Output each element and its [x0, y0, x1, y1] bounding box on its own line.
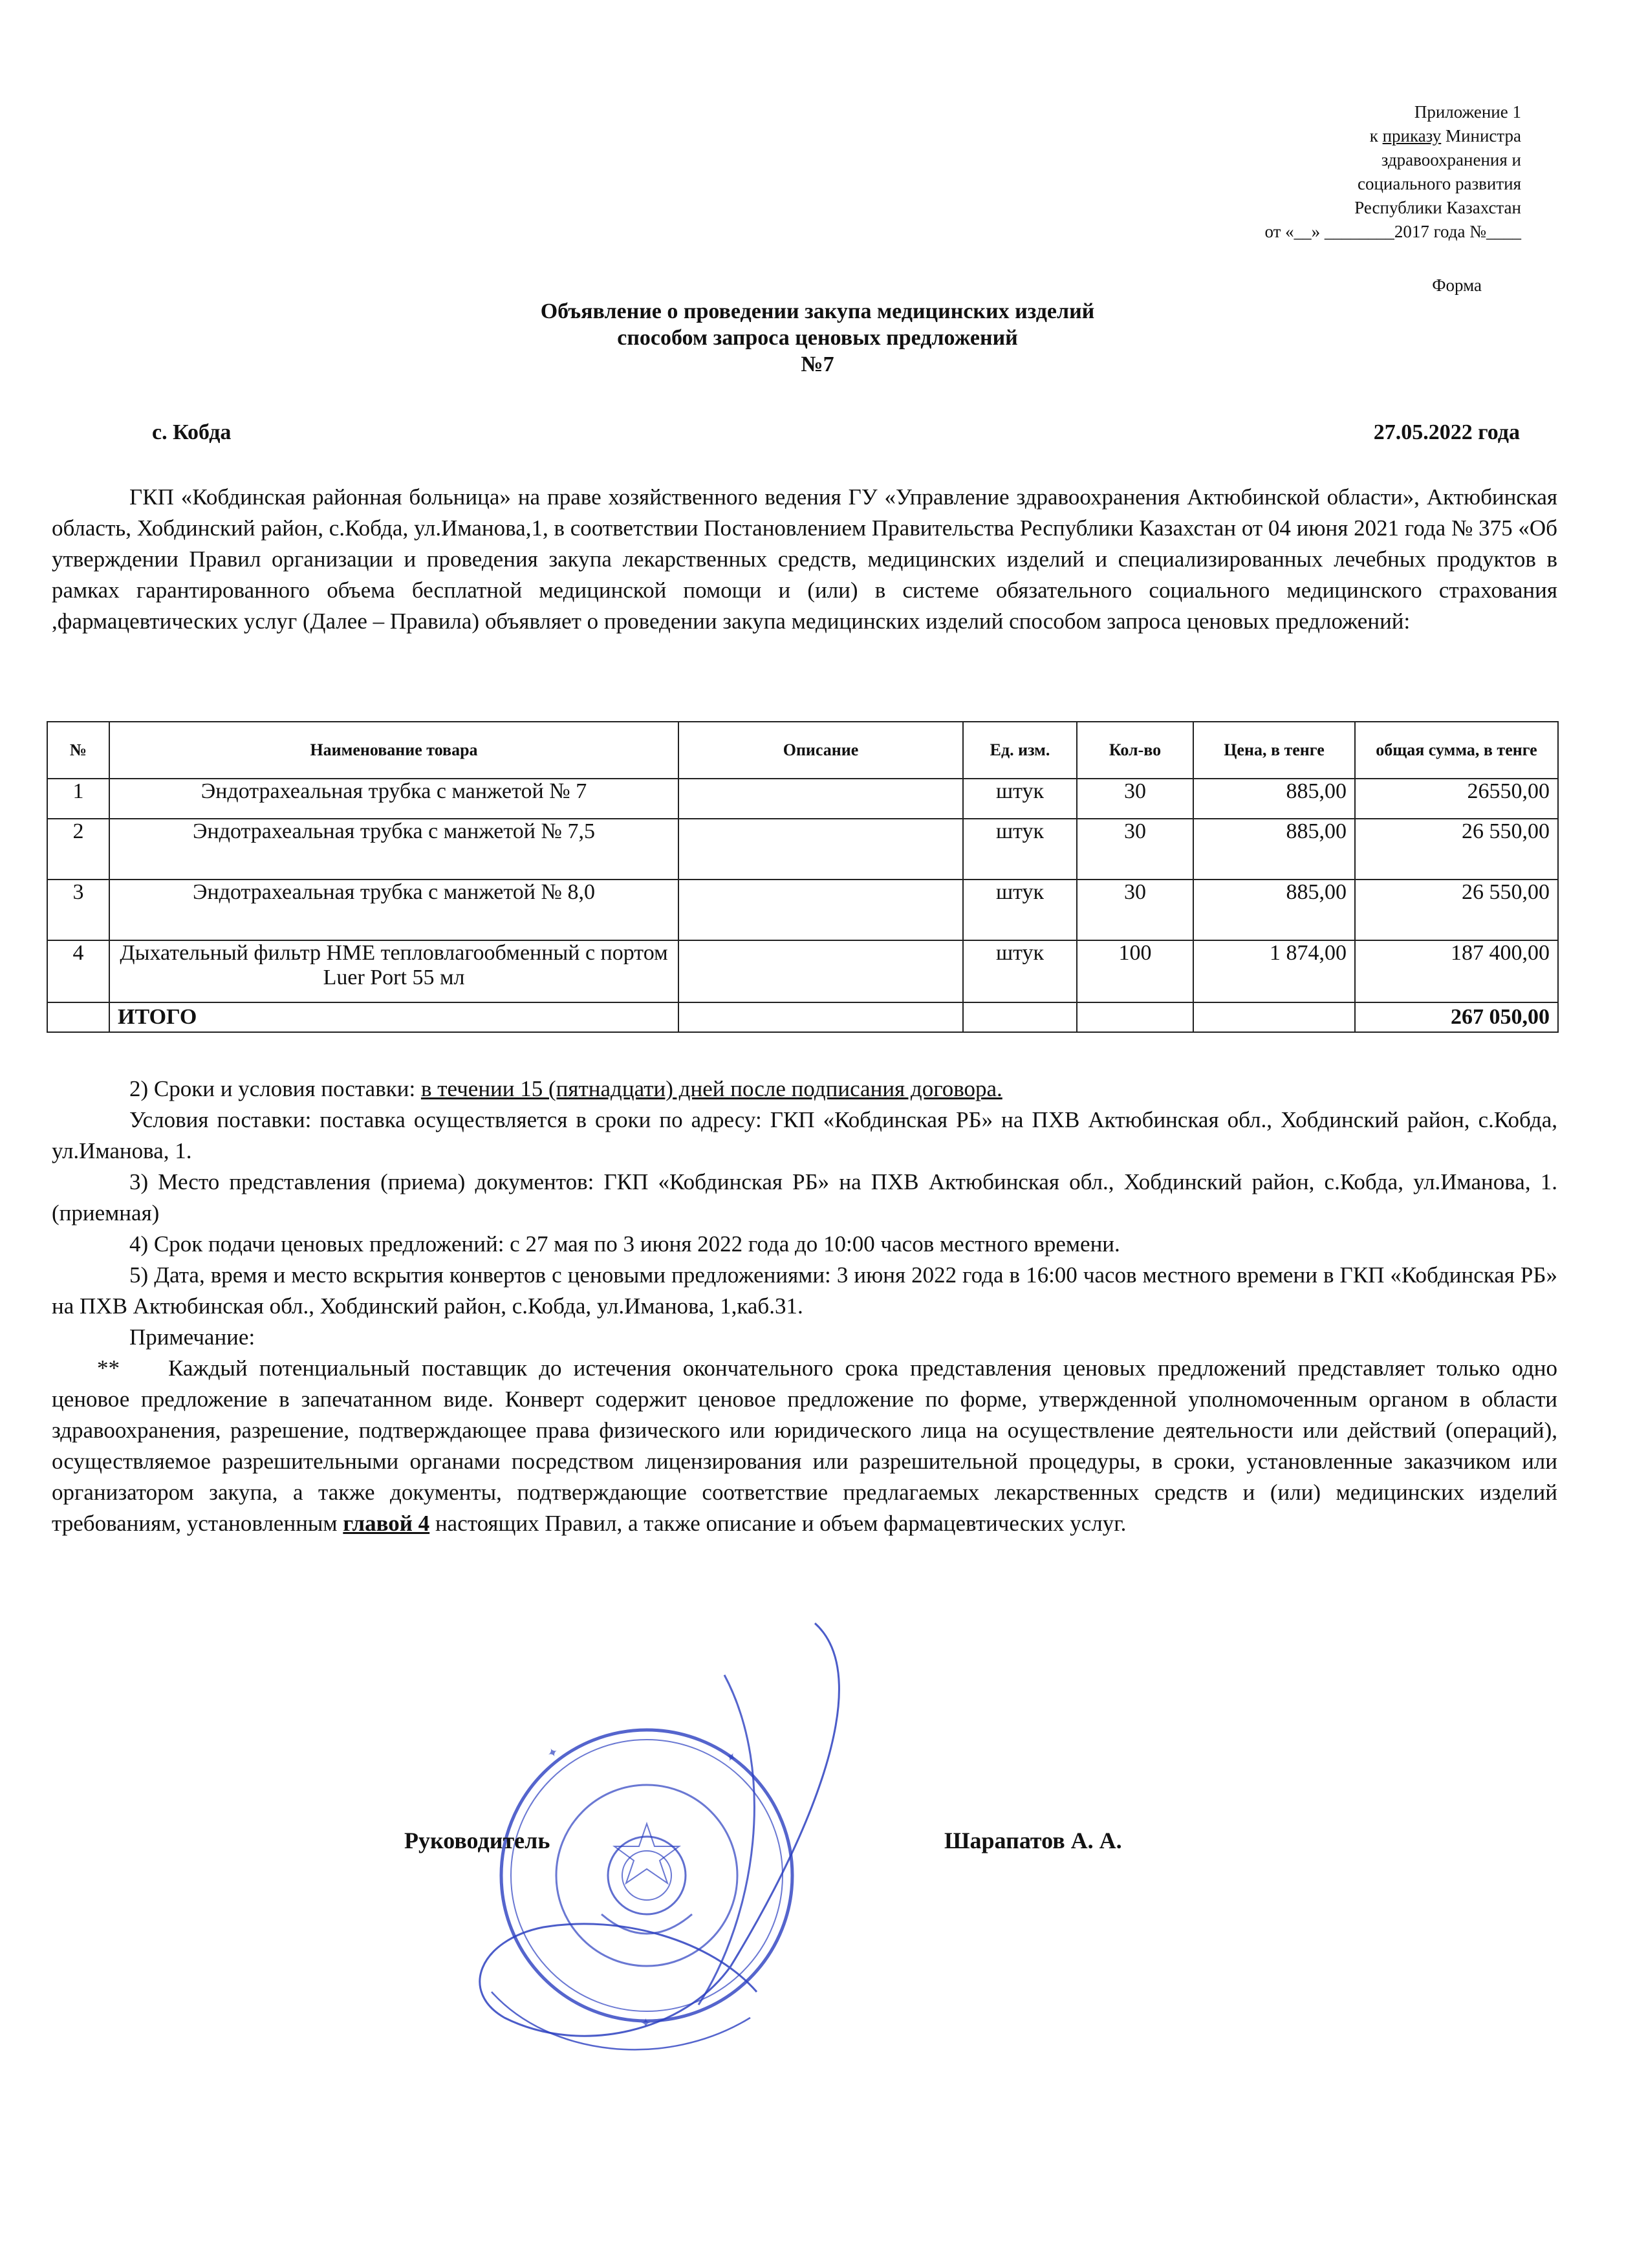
appendix-line-1: Приложение 1: [1414, 102, 1521, 122]
place-label: с. Кобда: [152, 420, 232, 444]
header-sum: общая сумма, в тенге: [1355, 722, 1558, 779]
table-header-row: [47, 722, 1558, 779]
note-paragraph: [52, 1353, 1557, 1539]
svg-text:✦: ✦: [722, 1749, 739, 1767]
table-row: [47, 819, 1558, 880]
row-qty: 30: [1077, 819, 1193, 880]
term-3: 3) Место представления (приема) документов: ГКП «Кобдинская РБ» на ПХВ Актюбинская обл., Хобдинский район, с.Кобда, ул.Иманова, 1. (приемная): [52, 1169, 1557, 1226]
title-line-1: Объявление о проведении закупа медицинских изделий: [540, 299, 1095, 323]
row-unit: штук: [963, 819, 1077, 880]
row-num: 4: [47, 940, 109, 1002]
term-2: [52, 1074, 1557, 1105]
intro-paragraph: ГКП «Кобдинская районная больница» на праве хозяйственного ведения ГУ «Управление здравоохранения Актюбинской области», Актюбинская область, Хобдинский район, с.Кобда, ул.Иманова,1, в соответствии Постановлением Правительства Республики Казахстан от 04 июня 2021 года № 375 «Об утверждении Правил организации и проведения закупа лекарственных средств, медицинских изделий и специализированных лечебных продуктов в рамках гарантированного объема бесплатной медицинской помощи и (или) в системе обязательного социального медицинского страхования ,фармацевтических услуг (Далее – Правила) объявляет о проведении закупа медицинских изделий способом запроса ценовых предложений:: [52, 484, 1557, 634]
row-desc: [678, 880, 963, 940]
signatory-name: Шарапатов А. А.: [944, 1828, 1122, 1853]
table-row: [47, 779, 1558, 819]
header-price: Цена, в тенге: [1193, 722, 1355, 779]
row-sum: 26 550,00: [1355, 819, 1558, 880]
row-name: Дыхательный фильтр HME тепловлагообменный с портом Luer Port 55 мл: [109, 940, 678, 1002]
row-qty: 30: [1077, 779, 1193, 819]
row-price: 1 874,00: [1193, 940, 1355, 1002]
goods-table: [47, 721, 1559, 1033]
total-value: 267 050,00: [1355, 1002, 1558, 1032]
appendix-line-3: здравоохранения и: [1381, 150, 1521, 169]
row-name: Эндотрахеальная трубка с манжетой № 7,5: [109, 819, 678, 880]
row-price: 885,00: [1193, 880, 1355, 940]
row-num: 1: [47, 779, 109, 819]
note-star: **: [97, 1355, 120, 1381]
header-unit: Ед. изм.: [963, 722, 1077, 779]
appendix-line-4: социального развития: [1357, 174, 1521, 193]
row-qty: 30: [1077, 880, 1193, 940]
note-text-2: настоящих Правил, а также описание и объем фармацевтических услуг.: [429, 1511, 1127, 1536]
total-empty-cell: [963, 1002, 1077, 1032]
official-stamp: [453, 1604, 893, 2108]
appendix-prefix: к: [1369, 126, 1383, 146]
chapter-link[interactable]: главой 4: [343, 1511, 430, 1536]
row-num: 2: [47, 819, 109, 880]
row-desc: [678, 779, 963, 819]
svg-text:✦: ✦: [640, 2016, 651, 2031]
row-unit: штук: [963, 779, 1077, 819]
header-qty: Кол-во: [1077, 722, 1193, 779]
term-2-prefix: 2) Сроки и условия поставки:: [129, 1076, 421, 1101]
row-price: 885,00: [1193, 779, 1355, 819]
date-label: 27.05.2022 года: [1373, 420, 1520, 444]
note-text-1: Каждый потенциальный поставщик до истечения окончательного срока представления ценовых предложений представляет только одно ценовое предложение в запечатанном виде. Конверт содержит ценовое предложение по форме, утвержденной уполномоченным органом в области здравоохранения, разрешение, подтверждающее права физического или юридического лица на осуществление деятельности или действий (операций), осуществляемое разрешительными органами посредством лицензирования или разрешительной процедуры, в сроки, установленные заказчиком или организатором закупа, а также документы, подтверждающие соответствие предлагаемых лекарственных средств и (или) медицинских изделий требованиям, установленным: [52, 1355, 1557, 1536]
total-empty-cell: [47, 1002, 109, 1032]
svg-text:✦: ✦: [545, 1744, 561, 1762]
term-2b: Условия поставки: поставка осуществляется в сроки по адресу: ГКП «Кобдинская РБ» на ПХВ Актюбинская обл., Хобдинский район, с.Кобда, ул.Иманова, 1.: [52, 1107, 1557, 1163]
document-title: [0, 298, 1635, 378]
row-name: Эндотрахеальная трубка с манжетой № 8,0: [109, 880, 678, 940]
title-line-2: способом запроса ценовых предложений: [617, 326, 1018, 350]
terms-section: [52, 1074, 1557, 1539]
signatory-role: Руководитель: [404, 1828, 550, 1853]
appendix-line-2: [1264, 124, 1521, 148]
table-total-row: [47, 1002, 1558, 1032]
row-desc: [678, 819, 963, 880]
term-5: 5) Дата, время и место вскрытия конвертов с ценовыми предложениями: 3 июня 2022 года в 16:00 часов местного времени в ГКП «Кобдинская РБ» на ПХВ Актюбинская обл., Хобдинский район, с.Кобда, ул.Иманова, 1,каб.31.: [52, 1262, 1557, 1319]
header-name: Наименование товара: [109, 722, 678, 779]
row-sum: 187 400,00: [1355, 940, 1558, 1002]
header-desc: Описание: [678, 722, 963, 779]
total-label: ИТОГО: [109, 1002, 678, 1032]
row-sum: 26550,00: [1355, 779, 1558, 819]
row-name: Эндотрахеальная трубка с манжетой № 7: [109, 779, 678, 819]
appendix-line-6: от «__» ________2017 года №____: [1264, 222, 1521, 241]
note-label: Примечание:: [129, 1324, 255, 1350]
table-row: [47, 880, 1558, 940]
term-4: 4) Срок подачи ценовых предложений: с 27 мая по 3 июня 2022 года до 10:00 часов местного времени.: [129, 1231, 1120, 1257]
row-desc: [678, 940, 963, 1002]
appendix-suffix: Министра: [1441, 126, 1521, 146]
row-price: 885,00: [1193, 819, 1355, 880]
row-unit: штук: [963, 880, 1077, 940]
row-qty: 100: [1077, 940, 1193, 1002]
term-2-underlined: в течении 15 (пятнадцати) дней после подписания договора.: [420, 1076, 1002, 1101]
appendix-line-5: Республики Казахстан: [1354, 198, 1521, 217]
total-empty-cell: [678, 1002, 963, 1032]
table-row: [47, 940, 1558, 1002]
order-link[interactable]: приказу: [1382, 126, 1442, 146]
header-num: №: [47, 722, 109, 779]
total-empty-cell: [1077, 1002, 1193, 1032]
appendix-block: [1264, 100, 1521, 244]
form-label: Форма: [1432, 275, 1482, 295]
row-num: 3: [47, 880, 109, 940]
title-line-3: №7: [801, 352, 834, 376]
row-unit: штук: [963, 940, 1077, 1002]
total-empty-cell: [1193, 1002, 1355, 1032]
row-sum: 26 550,00: [1355, 880, 1558, 940]
